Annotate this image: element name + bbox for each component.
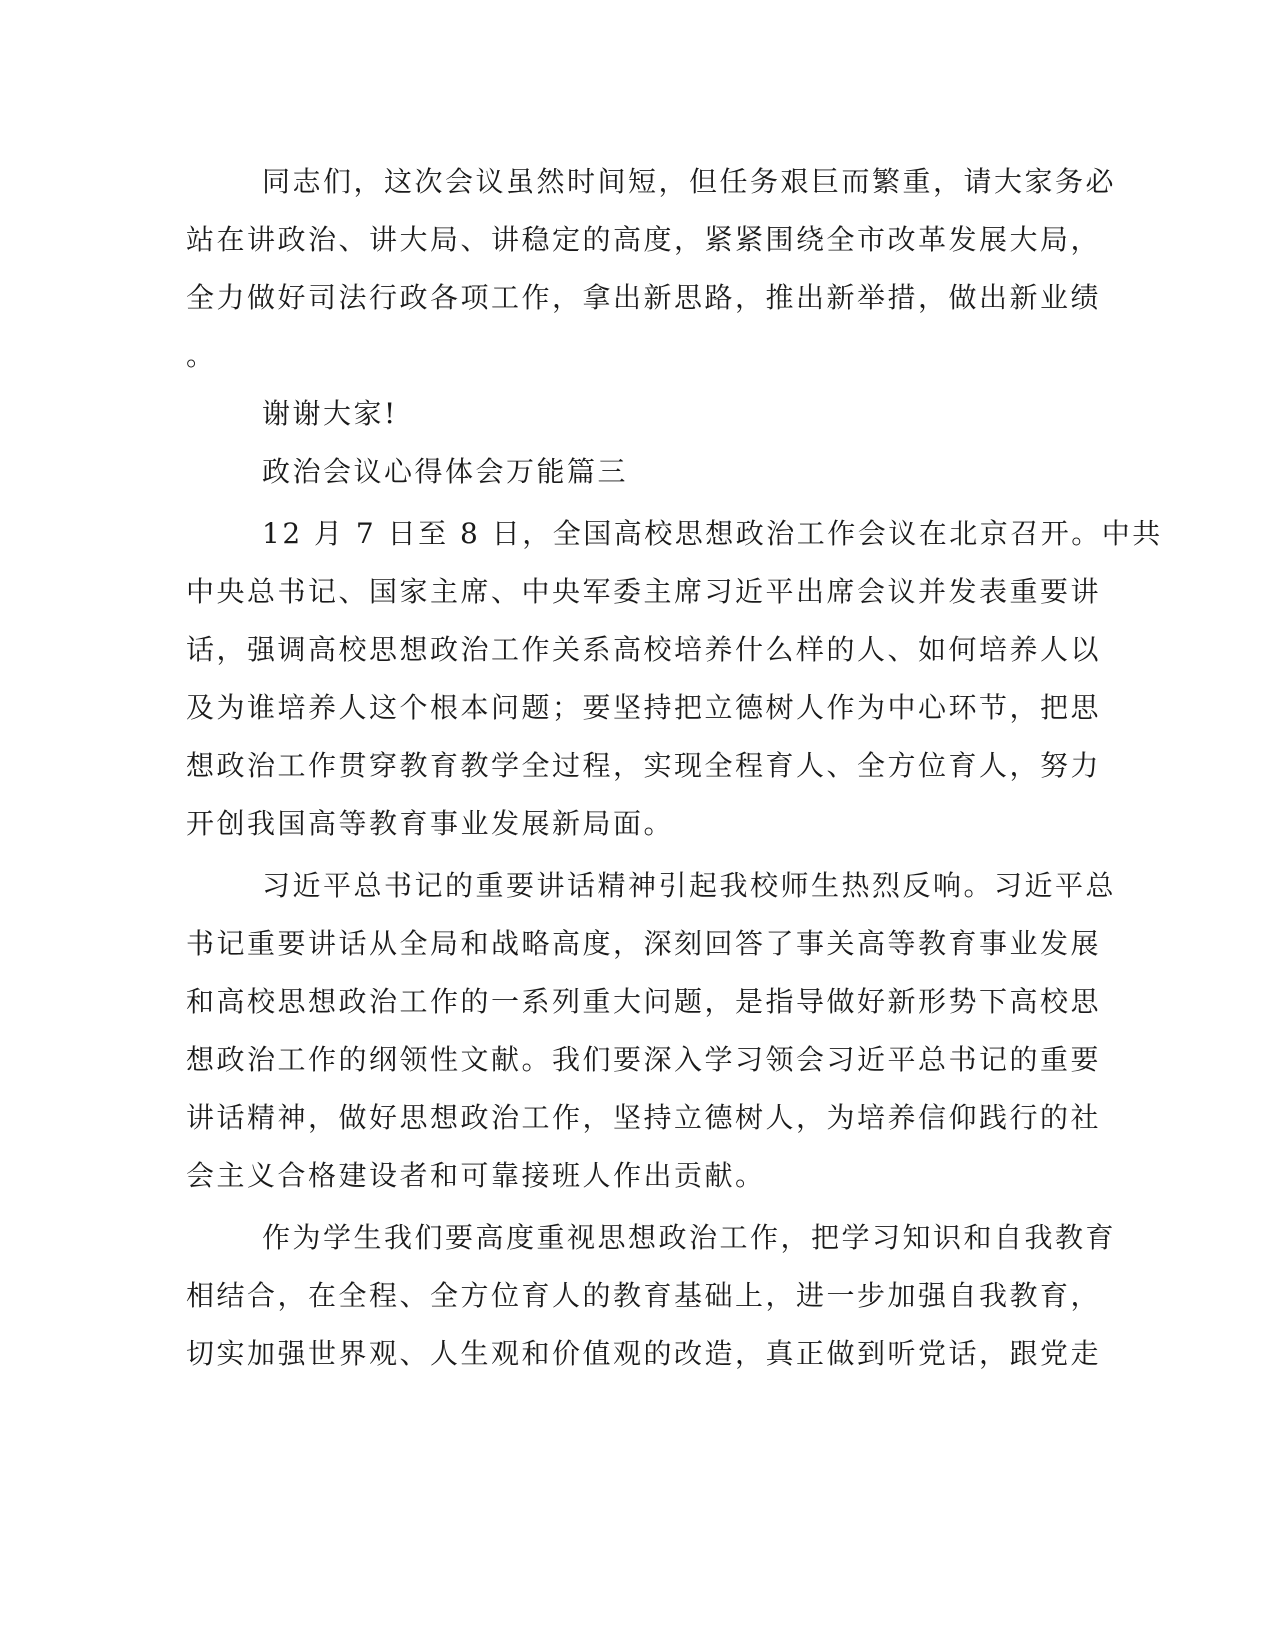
text-line: 。: [186, 339, 217, 372]
text-line: 习近平总书记的重要讲话精神引起我校师生热烈反响。习近平总: [262, 869, 1117, 902]
text-line: 切实加强世界观、人生观和价值观的改造，真正做到听党话，跟党走: [186, 1337, 1102, 1370]
text-line: 话，强调高校思想政治工作关系高校培养什么样的人、如何培养人以: [186, 633, 1102, 666]
text-line: 讲话精神，做好思想政治工作，坚持立德树人，为培养信仰践行的社: [186, 1101, 1102, 1134]
text-line: 中央总书记、国家主席、中央军委主席习近平出席会议并发表重要讲: [186, 575, 1102, 608]
text-line: 全力做好司法行政各项工作，拿出新思路，推出新举措，做出新业绩: [186, 281, 1102, 314]
text-line: 谢谢大家!: [262, 397, 398, 430]
text-line: 站在讲政治、讲大局、讲稳定的高度，紧紧围绕全市改革发展大局，: [186, 223, 1102, 256]
text-line: 会主义合格建设者和可靠接班人作出贡献。: [186, 1159, 766, 1192]
text-line: 12 月 7 日至 8 日，全国高校思想政治工作会议在北京召开。中共: [262, 517, 1163, 550]
text-line: 相结合，在全程、全方位育人的教育基础上，进一步加强自我教育，: [186, 1279, 1102, 1312]
text-line: 开创我国高等教育事业发展新局面。: [186, 807, 675, 840]
text-line: 作为学生我们要高度重视思想政治工作，把学习知识和自我教育: [262, 1221, 1117, 1254]
text-line: 想政治工作的纲领性文献。我们要深入学习领会习近平总书记的重要: [186, 1043, 1102, 1076]
text-line: 及为谁培养人这个根本问题；要坚持把立德树人作为中心环节，把思: [186, 691, 1102, 724]
section-heading: 政治会议心得体会万能篇三: [262, 455, 629, 488]
text-line: 同志们，这次会议虽然时间短，但任务艰巨而繁重，请大家务必: [262, 165, 1117, 198]
text-line: 想政治工作贯穿教育教学全过程，实现全程育人、全方位育人，努力: [186, 749, 1102, 782]
text-line: 书记重要讲话从全局和战略高度，深刻回答了事关高等教育事业发展: [186, 927, 1102, 960]
text-line: 和高校思想政治工作的一系列重大问题，是指导做好新形势下高校思: [186, 985, 1102, 1018]
